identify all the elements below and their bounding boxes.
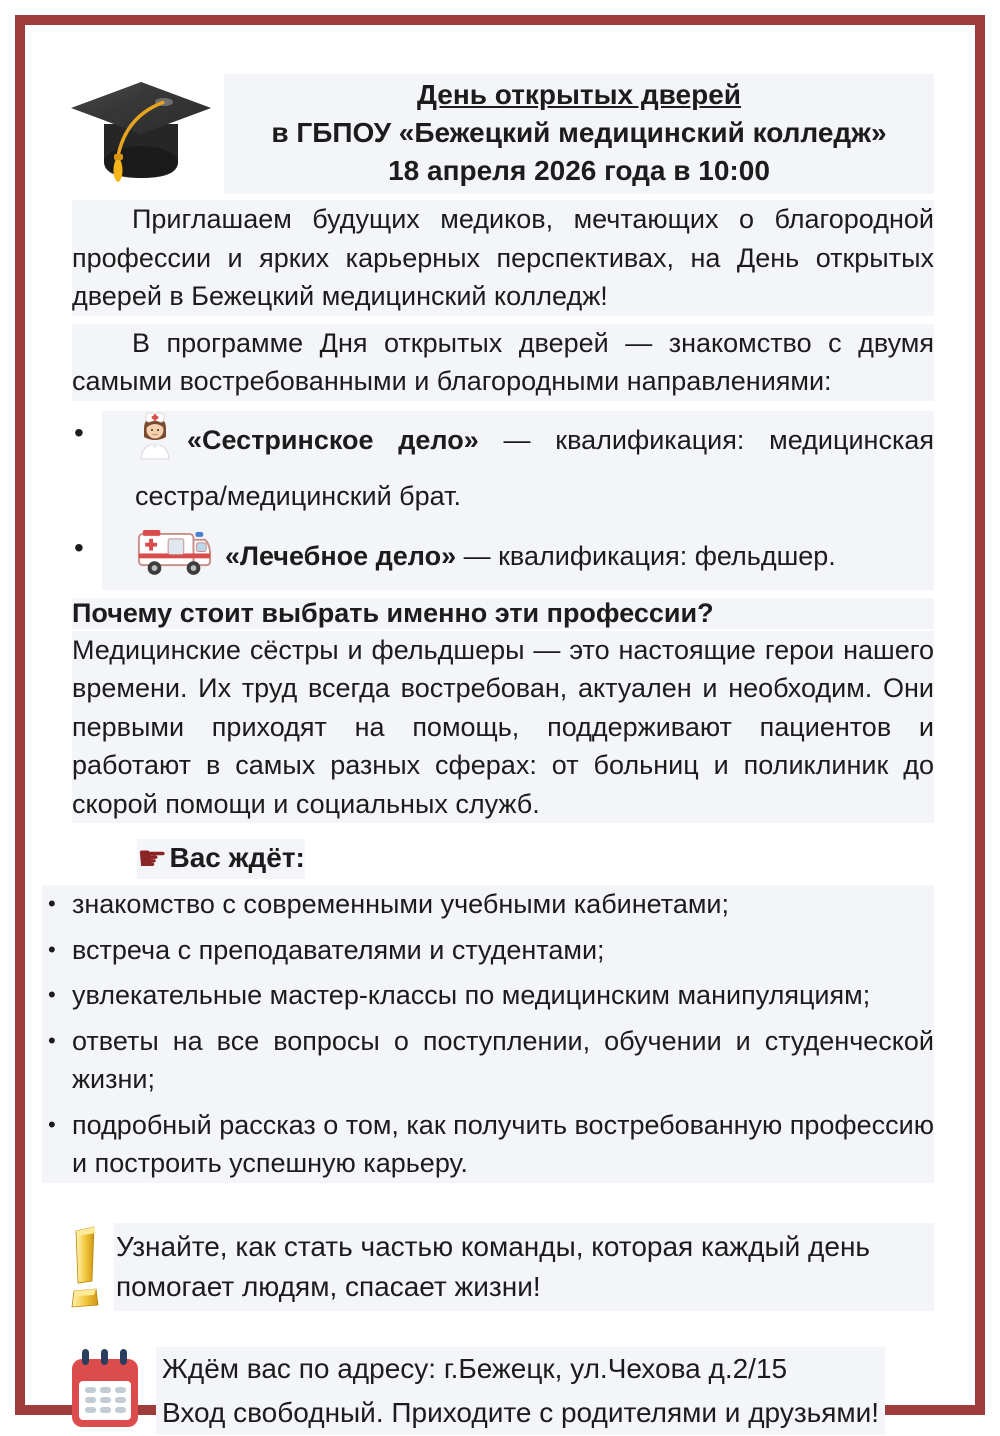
- pointing-hand-icon: ☛: [137, 840, 168, 878]
- list-item: • встреча с преподавателями и студентами;: [42, 931, 934, 970]
- list-item: • увлекательные мастер-классы по медицинским манипуляциям;: [42, 976, 934, 1015]
- expect-heading-label: Вас ждёт:: [169, 842, 305, 873]
- graduation-cap-icon: [66, 76, 216, 194]
- exclamation-mark-icon: [68, 1225, 102, 1311]
- list-item: • подробный рассказ о том, как получить востребованную профессию и построить успешную карьеру.: [42, 1106, 934, 1183]
- event-datetime: 18 апреля 2026 года в 10:00: [388, 155, 770, 186]
- program-description: — квалификация: фельдшер.: [456, 540, 836, 571]
- address-line: Ждём вас по адресу: г.Бежецк, ул.Чехова д.2/15: [162, 1352, 788, 1384]
- bullet-marker: •: [74, 531, 84, 563]
- calendar-icon: [68, 1347, 142, 1431]
- why-paragraph: Медицинские сёстры и фельдшеры — это настоящие герои нашего времени. Их труд всегда востребован, актуален и необходим. Они первыми приходят на помощь, поддерживают пациентов и работают в самых разных сферах: от больниц и поликлиник до скорой помощи и социальных служб.: [72, 631, 934, 824]
- expect-list: [42, 885, 934, 1183]
- callout-text: Узнайте, как стать частью команды, которая каждый день помогает людям, спасает жизни!: [114, 1223, 934, 1311]
- ambulance-icon: [135, 526, 213, 590]
- nurse-icon: [135, 411, 175, 474]
- page-subtitle: в ГБПОУ «Бежецкий медицинский колледж»: [271, 117, 887, 148]
- bullet-marker: •: [74, 416, 84, 448]
- intro-paragraph-2: В программе Дня открытых дверей — знакомство с двумя самыми востребованными и благородными направлениями:: [72, 324, 934, 401]
- header: [72, 74, 934, 194]
- page-title: День открытых дверей: [417, 79, 741, 110]
- list-item-paramedic: [74, 526, 934, 590]
- expect-heading: [137, 839, 305, 879]
- entry-line: Вход свободный. Приходите с родителями и друзьями!: [162, 1396, 880, 1428]
- flyer-content: [72, 74, 934, 1435]
- why-heading: Почему стоит выбрать именно эти профессии?: [72, 598, 934, 629]
- program-name: «Сестринское дело»: [187, 424, 479, 455]
- footer: [68, 1347, 934, 1435]
- header-text: [224, 74, 934, 194]
- program-description: — квалификация: медицинская сестра/медицинский брат.: [135, 424, 934, 511]
- callout: [68, 1223, 934, 1311]
- programs-list: [74, 411, 934, 590]
- list-item: • знакомство с современными учебными кабинетами;: [42, 885, 934, 924]
- list-item: • ответы на все вопросы о поступлении, обучении и студенческой жизни;: [42, 1022, 934, 1099]
- program-name: «Лечебное дело»: [225, 540, 457, 571]
- intro-paragraph-1: Приглашаем будущих медиков, мечтающих о благородной профессии и ярких карьерных перспективах, на День открытых дверей в Бежецкий медицинский колледж!: [72, 200, 934, 316]
- footer-text: [156, 1347, 885, 1435]
- list-item-nursing: [74, 411, 934, 518]
